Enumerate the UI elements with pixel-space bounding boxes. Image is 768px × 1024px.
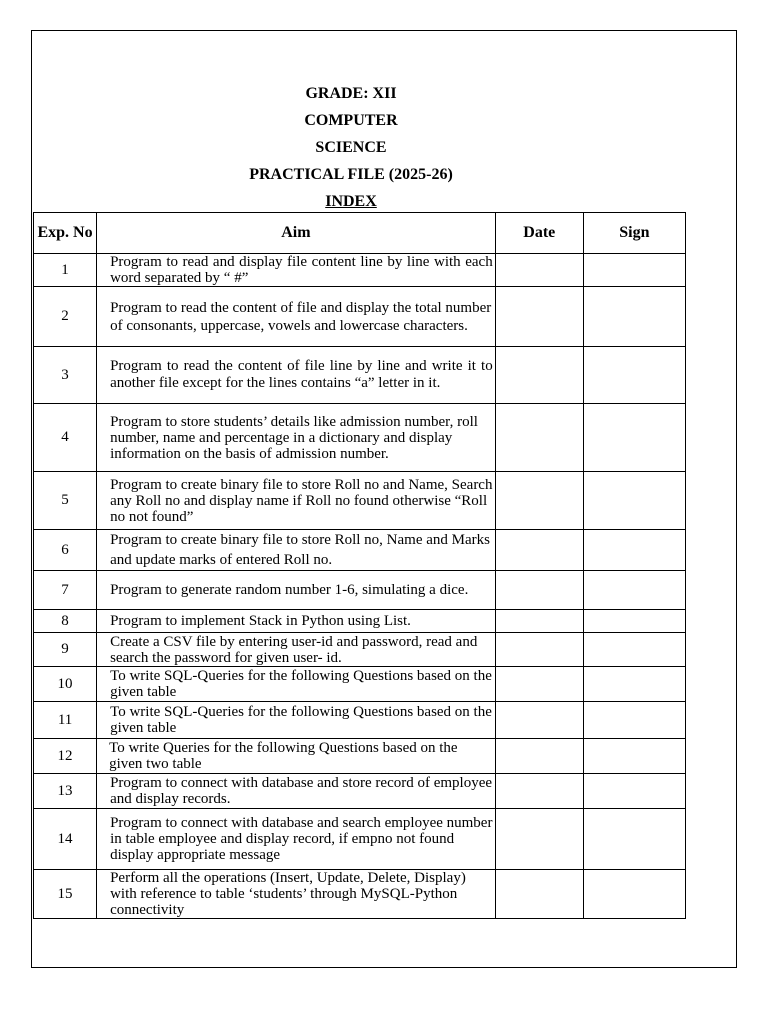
column-header-exp-no: Exp. No [34, 213, 97, 254]
aim-cell: Program to store students’ details like admission number, roll number, name and percentage in a dictionary and display information on the basis of admission number. [97, 404, 496, 472]
aim-cell: Program to connect with database and search employee number in table employee and display record, if empno not found display appropriate message [97, 809, 496, 870]
table-row [34, 774, 686, 809]
exp-no-cell: 4 [34, 404, 97, 472]
exp-no-cell: 3 [34, 347, 97, 404]
sign-cell[interactable] [583, 774, 685, 809]
column-header-sign: Sign [583, 213, 685, 254]
exp-no-cell: 2 [34, 287, 97, 347]
sign-cell[interactable] [583, 870, 685, 919]
exp-no-cell: 1 [34, 254, 97, 287]
index-heading: INDEX [325, 193, 377, 210]
sign-cell[interactable] [583, 472, 685, 530]
date-cell[interactable] [495, 530, 583, 571]
table-row [34, 739, 686, 774]
column-header-date: Date [495, 213, 583, 254]
sign-cell[interactable] [583, 739, 685, 774]
exp-no-cell: 13 [34, 774, 97, 809]
aim-cell: Program to connect with database and store record of employee and display records. [97, 774, 496, 809]
exp-no-cell: 10 [34, 667, 97, 702]
sign-cell[interactable] [583, 347, 685, 404]
aim-cell: Perform all the operations (Insert, Update, Delete, Display) with reference to table ‘students’ through MySQL-Python connectivity [97, 870, 496, 919]
date-cell[interactable] [495, 739, 583, 774]
aim-cell: Program to generate random number 1-6, simulating a dice. [97, 571, 496, 610]
sign-cell[interactable] [583, 809, 685, 870]
date-cell[interactable] [495, 633, 583, 667]
date-cell[interactable] [495, 809, 583, 870]
table-row [34, 809, 686, 870]
exp-no-cell: 7 [34, 571, 97, 610]
date-cell[interactable] [495, 702, 583, 739]
practical-file-heading: PRACTICAL FILE (2025-26) [249, 166, 453, 183]
subject-heading-line2: SCIENCE [315, 139, 387, 156]
table-row [34, 610, 686, 633]
table-row [34, 287, 686, 347]
table-row [34, 571, 686, 610]
exp-no-cell: 11 [34, 702, 97, 739]
date-cell[interactable] [495, 774, 583, 809]
date-cell[interactable] [495, 667, 583, 702]
exp-no-cell: 15 [34, 870, 97, 919]
table-row [34, 870, 686, 919]
column-header-aim: Aim [97, 213, 496, 254]
aim-cell: Program to read the content of file line by line and write it to another file except for the lines contains “a” letter in it. [97, 347, 496, 404]
aim-cell: Program to create binary file to store Roll no, Name and Marks and update marks of entered Roll no. [97, 530, 496, 571]
aim-cell: Program to read the content of file and display the total number of consonants, uppercase, vowels and lowercase characters. [97, 287, 496, 347]
table-row [34, 667, 686, 702]
table-row [34, 472, 686, 530]
sign-cell[interactable] [583, 530, 685, 571]
sign-cell[interactable] [583, 667, 685, 702]
aim-cell: Program to implement Stack in Python using List. [97, 610, 496, 633]
exp-no-cell: 8 [34, 610, 97, 633]
date-cell[interactable] [495, 610, 583, 633]
date-cell[interactable] [495, 254, 583, 287]
table-header-row [34, 213, 686, 254]
table-row [34, 347, 686, 404]
grade-heading: GRADE: XII [305, 85, 397, 102]
index-table [33, 212, 686, 919]
subject-heading-line1: COMPUTER [304, 112, 398, 129]
sign-cell[interactable] [583, 702, 685, 739]
table-row [34, 404, 686, 472]
date-cell[interactable] [495, 870, 583, 919]
exp-no-cell: 5 [34, 472, 97, 530]
sign-cell[interactable] [583, 404, 685, 472]
sign-cell[interactable] [583, 287, 685, 347]
date-cell[interactable] [495, 472, 583, 530]
aim-cell: To write Queries for the following Questions based on the given two table [97, 739, 496, 774]
aim-cell: Program to create binary file to store Roll no and Name, Search any Roll no and display name if Roll no found otherwise “Roll no not found” [97, 472, 496, 530]
exp-no-cell: 14 [34, 809, 97, 870]
date-cell[interactable] [495, 287, 583, 347]
date-cell[interactable] [495, 347, 583, 404]
sign-cell[interactable] [583, 633, 685, 667]
table-row [34, 702, 686, 739]
table-row [34, 633, 686, 667]
table-row [34, 254, 686, 287]
sign-cell[interactable] [583, 571, 685, 610]
exp-no-cell: 12 [34, 739, 97, 774]
date-cell[interactable] [495, 571, 583, 610]
sign-cell[interactable] [583, 254, 685, 287]
table-row [34, 530, 686, 571]
exp-no-cell: 6 [34, 530, 97, 571]
sign-cell[interactable] [583, 610, 685, 633]
aim-cell: To write SQL-Queries for the following Questions based on the given table [97, 702, 496, 739]
aim-cell: Program to read and display file content line by line with each word separated by “ #” [97, 254, 496, 287]
exp-no-cell: 9 [34, 633, 97, 667]
aim-cell: To write SQL-Queries for the following Questions based on the given table [97, 667, 496, 702]
aim-cell: Create a CSV file by entering user-id and password, read and search the password for given user- id. [97, 633, 496, 667]
date-cell[interactable] [495, 404, 583, 472]
